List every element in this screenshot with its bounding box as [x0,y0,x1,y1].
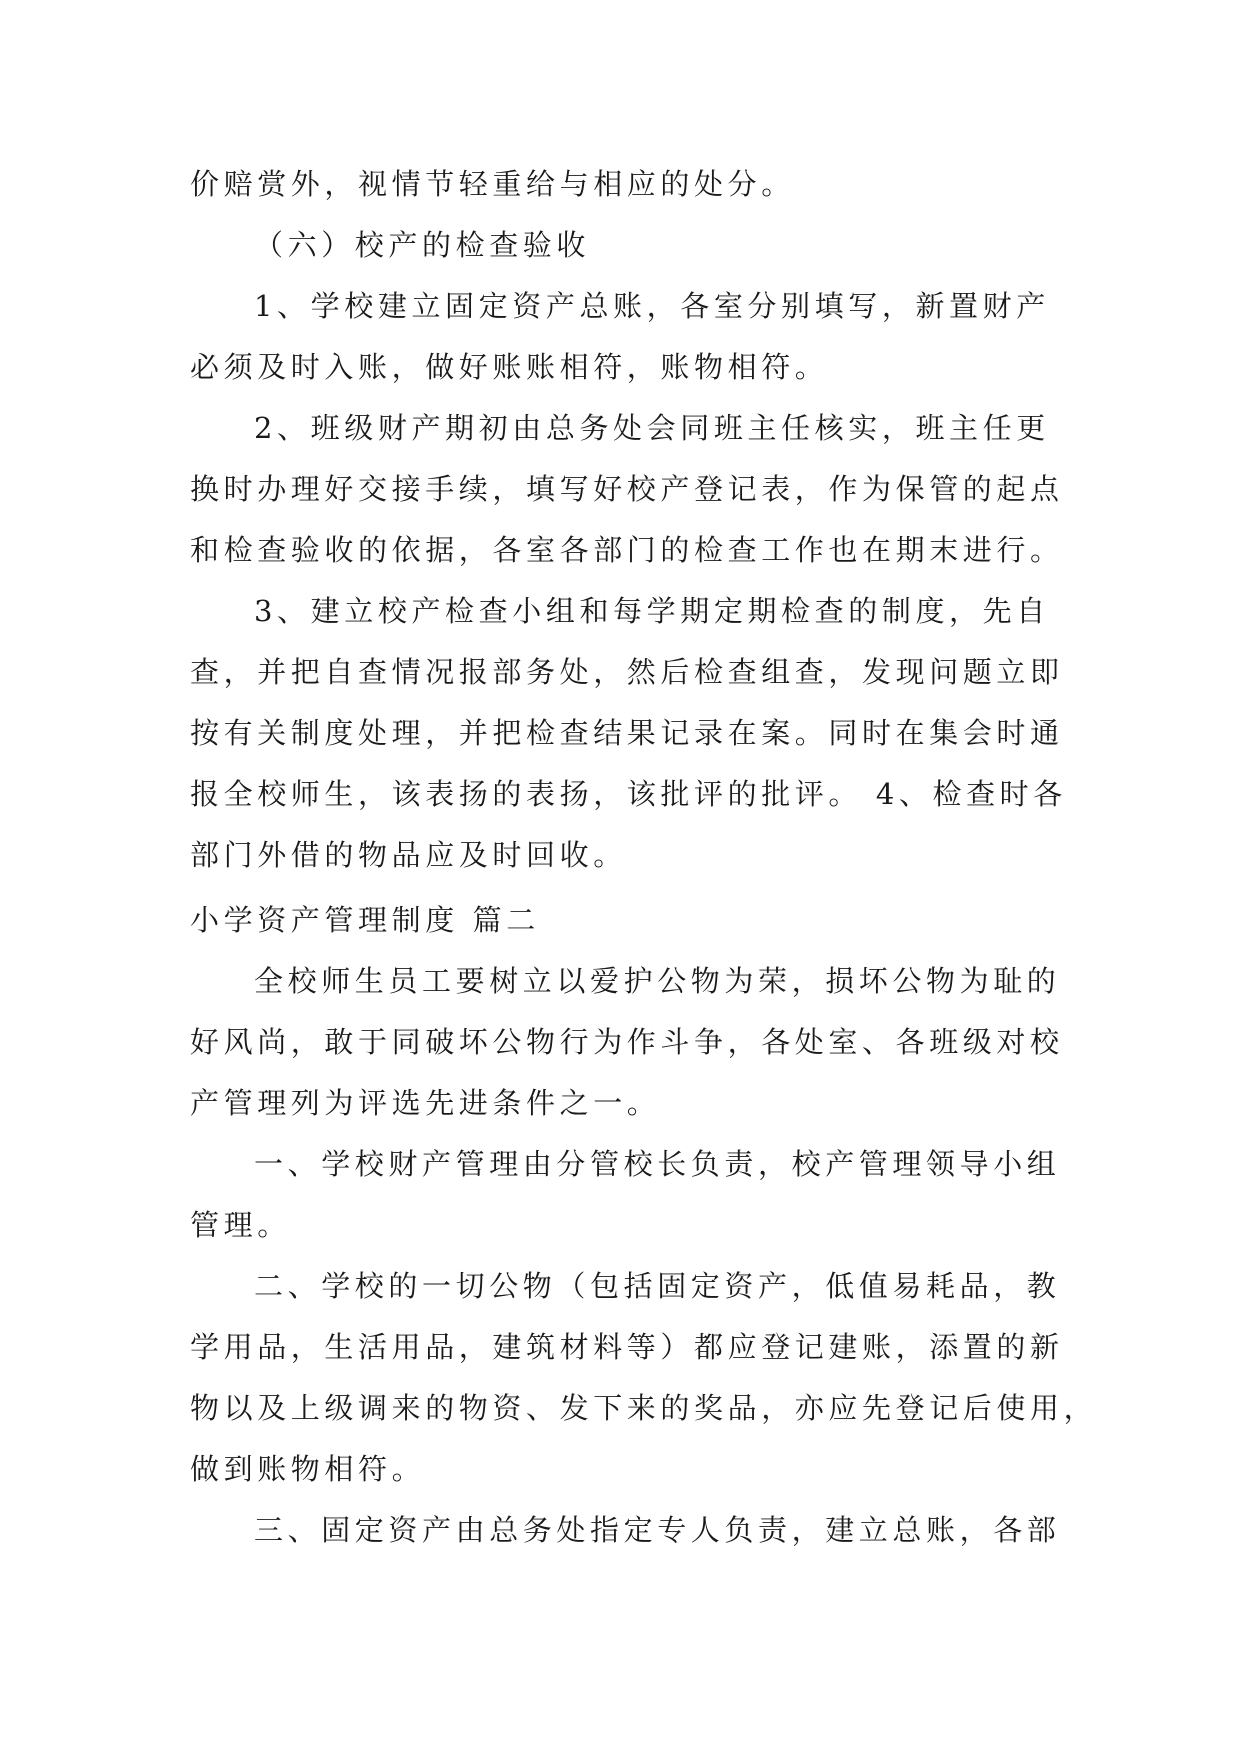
text-line: 和检查验收的依据，各室各部门的检查工作也在期末进行。 [190,533,1064,567]
text-line: 2、班级财产期初由总务处会同班主任核实，班主任更 [254,411,1050,445]
text-line: 部门外借的物品应及时回收。 [190,838,627,872]
text-line: 查，并把自查情况报部务处，然后检查组查，发现问题立即 [190,655,1064,689]
text-line: 一、学校财产管理由分管校长负责，校产管理领导小组 [254,1147,1061,1181]
text-line: 好风尚，敢于同破坏公物行为作斗争，各处室、各班级对校 [190,1025,1064,1059]
text-line: 二、学校的一切公物（包括固定资产，低值易耗品，教 [254,1269,1061,1303]
text-line: 按有关制度处理，并把检查结果记录在案。同时在集会时通 [190,716,1064,750]
text-line: 管理。 [190,1208,291,1242]
text-line: 1、学校建立固定资产总账，各室分别填写，新置财产 [254,289,1050,323]
text-line: 必须及时入账，做好账账相符，账物相符。 [190,350,829,384]
text-line: 学用品，生活用品，建筑材料等）都应登记建账，添置的新 [190,1330,1064,1364]
text-block-continuation [190,154,1067,886]
text-line: 产管理列为评选先进条件之一。 [190,1086,661,1120]
text-block-section-two [190,890,1098,1561]
text-line: 物以及上级调来的物资、发下来的奖品，亦应先登记后使用， [190,1391,1098,1425]
text-line: 3、建立校产检查小组和每学期定期检查的制度，先自 [254,594,1050,628]
text-line: 做到账物相符。 [190,1452,426,1486]
text-line: （六）校产的检查验收 [254,228,591,262]
text-line: 价赔赏外，视情节轻重给与相应的处分。 [190,167,795,201]
text-line: 全校师生员工要树立以爱护公物为荣，损坏公物为耻的 [254,964,1061,998]
text-line: 小学资产管理制度 篇二 [190,903,540,937]
text-line: 换时办理好交接手续，填写好校产登记表，作为保管的起点 [190,472,1064,506]
text-line: 三、固定资产由总务处指定专人负责，建立总账，各部 [254,1513,1061,1547]
text-line: 报全校师生，该表扬的表扬，该批评的批评。 4、检查时各 [190,777,1067,811]
